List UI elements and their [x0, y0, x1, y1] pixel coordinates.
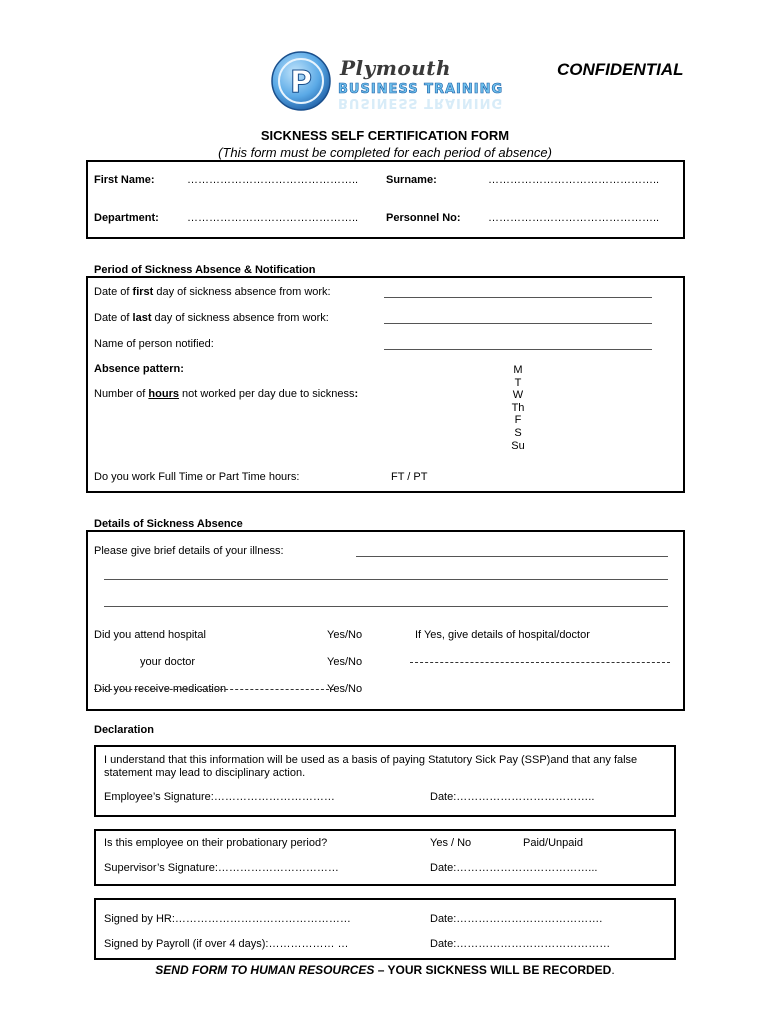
day-w[interactable]: W — [512, 389, 524, 402]
fulltime-label: Do you work Full Time or Part Time hours: — [94, 471, 300, 483]
period-box — [86, 276, 685, 493]
hospital-label: Did you attend hospital — [94, 629, 206, 641]
confidential-label: CONFIDENTIAL — [557, 60, 684, 79]
personal-details-box — [86, 160, 685, 239]
payroll-signature-field[interactable]: Signed by Payroll (if over 4 days):……………… … — [104, 938, 349, 950]
personnel-no-field[interactable]: ……………………………………….. — [488, 212, 660, 224]
first-day-label: Date of first day of sickness absence from work: — [94, 286, 331, 298]
details-heading: Details of Sickness Absence — [94, 518, 243, 530]
first-name-field[interactable]: ……………………………………….. — [187, 174, 359, 186]
day-f[interactable]: F — [514, 414, 522, 427]
page-title: SICKNESS SELF CERTIFICATION FORM — [260, 128, 510, 143]
logo-line2: BUSINESS TRAINING — [338, 82, 504, 97]
surname-field[interactable]: ……………………………………….. — [488, 174, 660, 186]
notified-field[interactable] — [384, 349, 652, 350]
footer-note: SEND FORM TO HUMAN RESOURCES – YOUR SICKNESS WILL BE RECORDED. — [155, 963, 615, 977]
svg-text:P: P — [290, 65, 312, 100]
supervisor-date-field[interactable]: Date:………………………………... — [430, 862, 598, 874]
day-m[interactable]: M — [513, 364, 523, 376]
hours-label: Number of hours not worked per day due to sickness: — [94, 388, 359, 400]
hospital-answer[interactable]: Yes/No — [327, 629, 363, 641]
day-th[interactable]: Th — [511, 401, 525, 414]
hr-signature-field[interactable]: Signed by HR:………………………………………… — [104, 913, 351, 925]
medication-answer[interactable]: Yes/No — [327, 683, 363, 695]
employee-signature-field[interactable]: Employee’s Signature:…………………………… — [104, 791, 335, 803]
logo-reflection: BUSINESS TRAINING — [338, 95, 504, 110]
footer-italic: SEND FORM TO HUMAN RESOURCES — [155, 963, 375, 977]
last-day-field[interactable] — [384, 323, 652, 324]
hr-payroll-box — [94, 898, 676, 960]
absence-pattern-label: Absence pattern: — [94, 363, 184, 375]
hospital-details-label: If Yes, give details of hospital/doctor — [415, 629, 590, 641]
personnel-no-label: Personnel No: — [386, 212, 461, 224]
employee-date-field[interactable]: Date:……………………………….. — [430, 791, 595, 803]
illness-label: Please give brief details of your illness: — [94, 545, 284, 557]
footer-caps: YOUR SICKNESS WILL BE RECORDED — [387, 963, 612, 977]
first-name-label: First Name: — [94, 174, 155, 186]
payroll-date-field[interactable]: Date:…………………………………… — [430, 938, 611, 950]
day-t[interactable]: T — [514, 376, 522, 389]
hospital-details-field[interactable] — [410, 662, 670, 663]
department-label: Department: — [94, 212, 159, 224]
day-su[interactable]: Su — [511, 439, 525, 452]
day-list — [498, 364, 538, 452]
illness-field-1[interactable] — [356, 556, 668, 557]
page-subtitle: (This form must be completed for each period of absence) — [218, 145, 552, 160]
first-day-field[interactable] — [384, 297, 652, 298]
illness-field-2[interactable] — [104, 579, 668, 580]
medication-dashes — [94, 689, 334, 690]
period-heading: Period of Sickness Absence & Notification — [94, 264, 316, 276]
department-field[interactable]: ……………………………………….. — [187, 212, 359, 224]
medication-label: Did you receive medication — [94, 683, 227, 695]
doctor-answer[interactable]: Yes/No — [327, 656, 363, 668]
hr-date-field[interactable]: Date:…………………………………. — [430, 913, 603, 925]
logo-line1: Plymouth — [340, 56, 452, 80]
logo-circle-icon — [270, 50, 332, 112]
surname-label: Surname: — [386, 174, 437, 186]
notified-label: Name of person notified: — [94, 338, 214, 350]
fulltime-option[interactable]: FT / PT — [391, 471, 428, 483]
declaration-heading: Declaration — [94, 724, 154, 736]
doctor-label: your doctor — [140, 656, 196, 668]
supervisor-signature-field[interactable]: Supervisor’s Signature:…………………………… — [104, 862, 339, 874]
day-s[interactable]: S — [514, 426, 522, 439]
illness-field-3[interactable] — [104, 606, 668, 607]
last-day-label: Date of last day of sickness absence from work: — [94, 312, 329, 324]
probation-question: Is this employee on their probationary period? — [104, 837, 328, 849]
paid-unpaid-option[interactable]: Paid/Unpaid — [523, 837, 583, 849]
declaration-statement: I understand that this information will be used as a basis of paying Statutory Sick Pay (SSP)and that any false statement may lead to disciplinary action. — [104, 754, 638, 779]
probation-answer[interactable]: Yes / No — [430, 837, 472, 849]
logo — [270, 50, 520, 112]
